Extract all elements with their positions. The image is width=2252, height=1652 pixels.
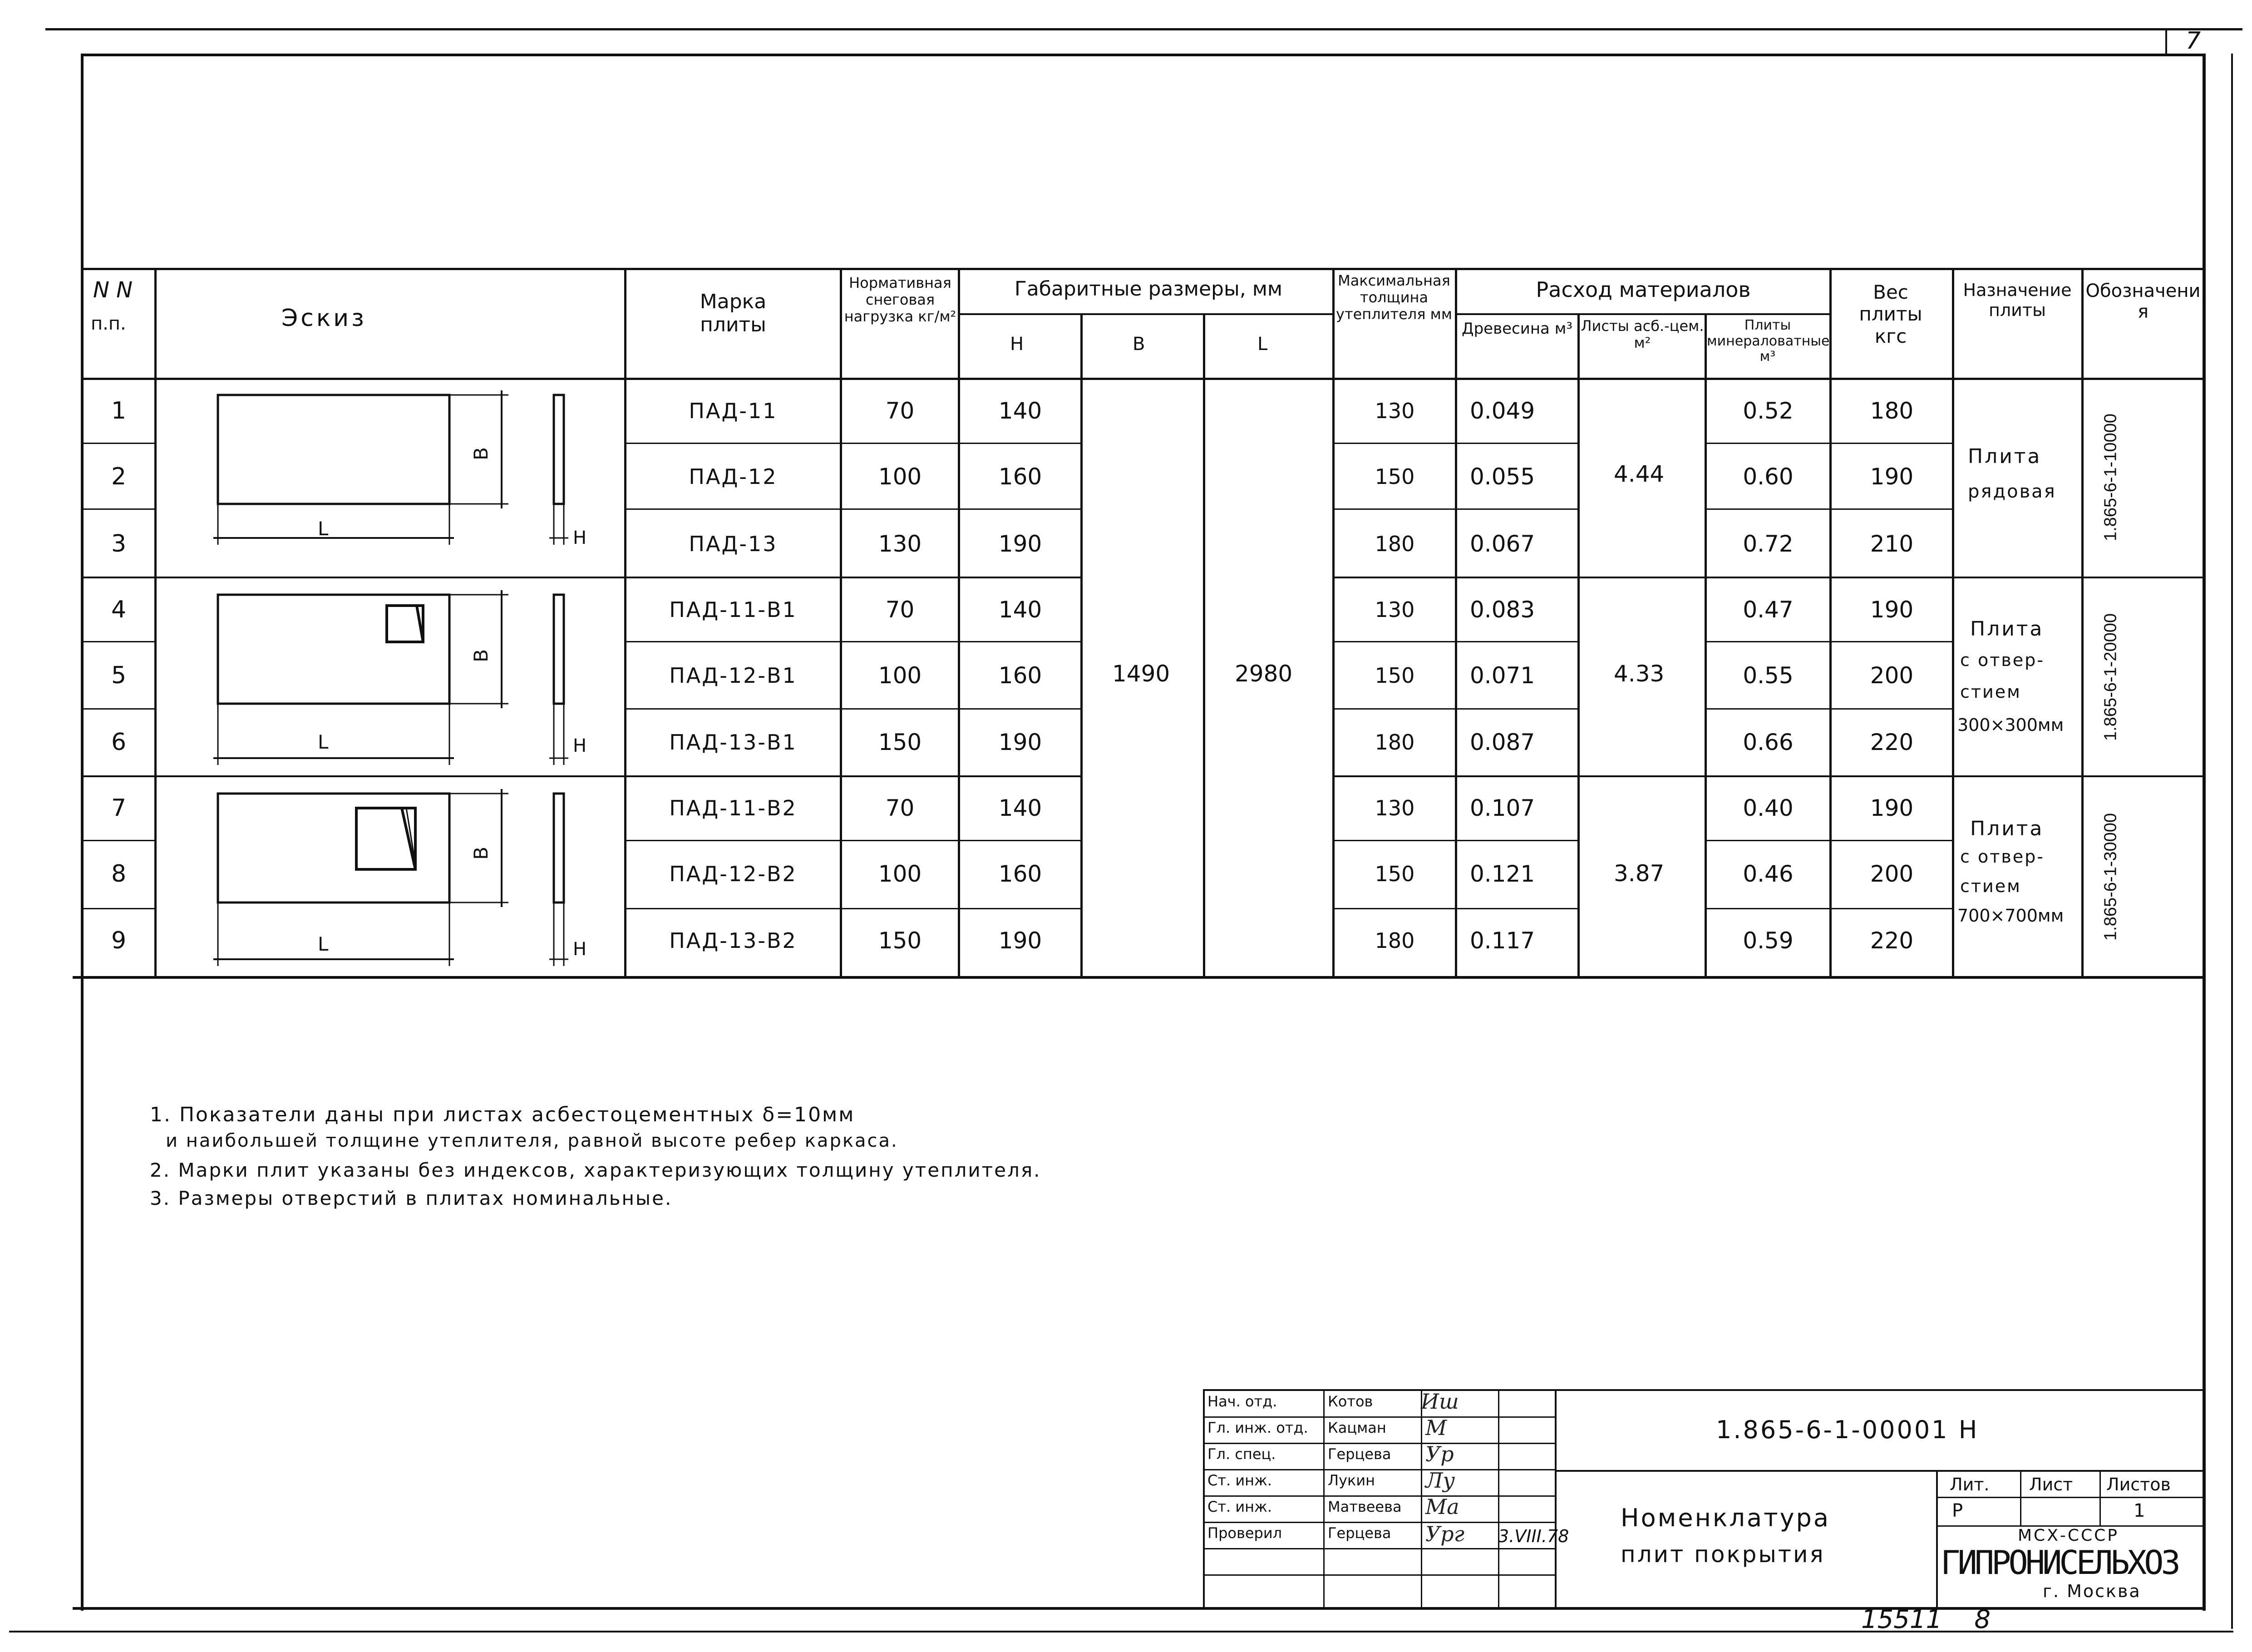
vline-12 — [1952, 268, 1954, 978]
cell-n: 5 — [111, 662, 127, 689]
cell-load: 150 — [878, 927, 922, 954]
cell-max: 150 — [1375, 464, 1415, 489]
header-bottom-line — [81, 378, 2205, 380]
org-line-2: ГИПРОНИСЕЛЬХОЗ — [1941, 1544, 2178, 1582]
mat-sub-line — [1455, 313, 1832, 315]
designation-group-3: 1.865-6-1-30000 — [2101, 813, 2120, 941]
cell-h: 190 — [998, 531, 1042, 557]
header-designation: Обозначения — [2085, 281, 2201, 322]
sketch-label-l-3: L — [318, 933, 329, 955]
stamp-role: Гл. инж. отд. — [1207, 1419, 1308, 1436]
cell-load: 100 — [878, 861, 922, 887]
note-2: 2. Марки плит указаны без индексов, характеризующих толщину утеплителя. — [150, 1159, 1041, 1181]
sketch-panel-opening-300 — [200, 586, 608, 772]
signature-3: Ур — [1425, 1442, 1454, 1466]
note-1-cont: и наибольшей толщине утеплителя, равной высоте ребер каркаса. — [166, 1130, 898, 1151]
table-bottom-line — [73, 976, 2205, 979]
cell-load: 130 — [878, 531, 922, 557]
cell-weight: 190 — [1870, 464, 1914, 490]
doc-code: 1.865-6-1-00001 Н — [1716, 1415, 1979, 1444]
header-dim-h: Н — [1010, 334, 1024, 355]
signature-1: Иш — [1421, 1389, 1459, 1414]
cell-wood: 0.107 — [1470, 795, 1535, 821]
sketch-label-l-2: L — [318, 731, 329, 753]
stamp-name: Матвеева — [1328, 1498, 1402, 1515]
stamp-date: 3.VIII.78 — [1498, 1526, 1569, 1546]
top-trim-line — [45, 28, 2242, 30]
sheet-box-left — [2165, 28, 2167, 55]
stamp-role: Гл. спец. — [1207, 1445, 1276, 1463]
header-dim-b: В — [1133, 334, 1145, 355]
cell-mark: ПАД-13 — [689, 532, 778, 556]
header-sketch: Эскиз — [281, 305, 367, 332]
cell-weight: 200 — [1870, 662, 1914, 689]
sheet-label: Лист — [2029, 1474, 2073, 1494]
header-sheets: Листы асб.-цем. м² — [1581, 317, 1704, 351]
cell-h: 160 — [998, 662, 1042, 689]
cell-load: 100 — [878, 662, 922, 689]
designation-group-1: 1.865-6-1-10000 — [2101, 414, 2120, 541]
sheets-value: 1 — [2134, 1500, 2145, 1521]
cell-wood: 0.087 — [1470, 729, 1535, 755]
stamp-name: Герцева — [1328, 1445, 1391, 1463]
cell-mark: ПАД-13-В1 — [669, 730, 797, 754]
cell-n: 2 — [111, 463, 127, 490]
cell-wood: 0.055 — [1470, 464, 1535, 490]
cell-mark: ПАД-11-В2 — [669, 796, 797, 820]
sketch-label-h-3: Н — [573, 939, 587, 960]
right-trim-line — [2231, 54, 2233, 1629]
cell-wood: 0.083 — [1470, 597, 1535, 623]
sketch-label-b-3: В — [469, 847, 492, 860]
vline-8 — [1455, 268, 1457, 978]
header-wood: Древесина м³ — [1462, 320, 1572, 338]
sketch-label-b-1: В — [469, 447, 492, 460]
vline-9 — [1577, 313, 1580, 978]
cell-mineral: 0.59 — [1743, 927, 1794, 954]
signature-4: Лу — [1425, 1468, 1455, 1493]
header-dims: Габаритные размеры, мм — [1014, 277, 1283, 301]
cell-load: 150 — [878, 729, 922, 755]
sketch-panel-opening-700 — [200, 784, 608, 971]
lit-label: Лит. — [1950, 1474, 1990, 1494]
sketch-label-l-1: L — [318, 518, 329, 540]
sheet-number: 7 — [2186, 27, 2201, 54]
cell-n: 1 — [111, 397, 127, 424]
cell-weight: 200 — [1870, 861, 1914, 887]
signature-2: М — [1425, 1415, 1447, 1440]
designation-group-2: 1.865-6-1-20000 — [2101, 613, 2120, 741]
cell-mineral: 0.72 — [1743, 531, 1794, 557]
title-line-2: плит покрытия — [1621, 1541, 1825, 1568]
frame-right — [2203, 54, 2206, 1611]
cell-mark: ПАД-13-В2 — [669, 928, 797, 953]
cell-wood: 0.121 — [1470, 861, 1535, 887]
cell-h: 140 — [998, 597, 1042, 623]
cell-max: 130 — [1375, 796, 1415, 820]
cell-mark: ПАД-12-В1 — [669, 663, 797, 688]
cell-h: 160 — [998, 861, 1042, 887]
sketch-label-h-1: Н — [573, 528, 587, 548]
cell-weight: 220 — [1870, 927, 1914, 954]
dims-sub-line — [958, 313, 1335, 315]
cell-weight: 210 — [1870, 531, 1914, 557]
cell-max: 130 — [1375, 597, 1415, 622]
cell-h: 160 — [998, 464, 1042, 490]
cell-load: 100 — [878, 464, 922, 490]
stamp-name: Кацман — [1328, 1419, 1386, 1436]
header-mark: Марка плиты — [700, 290, 767, 336]
cell-max: 180 — [1375, 730, 1415, 754]
header-snow-load: Нормативная снеговая нагрузка кг/м² — [844, 274, 956, 325]
dim-b-value: 1490 — [1112, 661, 1170, 687]
cell-n: 8 — [111, 860, 127, 888]
sheets-group-3: 3.87 — [1614, 860, 1665, 887]
cell-load: 70 — [885, 795, 915, 821]
cell-n: 7 — [111, 794, 127, 822]
cell-mineral: 0.52 — [1743, 398, 1794, 424]
cell-n: 3 — [111, 530, 127, 557]
cell-mark: ПАД-11-В1 — [669, 597, 797, 622]
cell-h: 140 — [998, 795, 1042, 821]
note-1: 1. Показатели даны при листах асбестоцементных δ=10мм — [150, 1103, 855, 1126]
vline-13 — [2081, 268, 2084, 978]
sheets-group-2: 4.33 — [1614, 661, 1665, 687]
stamp-role: Нач. отд. — [1207, 1393, 1277, 1410]
header-max-thickness: Максимальная толщина утеплителя мм — [1336, 272, 1452, 323]
cell-wood: 0.049 — [1470, 398, 1535, 424]
header-pp: п.п. — [91, 313, 126, 334]
cell-mark: ПАД-12-В2 — [669, 862, 797, 886]
note-3: 3. Размеры отверстий в плитах номинальные. — [150, 1187, 673, 1209]
bottom-number: 15511 8 — [1861, 1605, 1991, 1634]
cell-wood: 0.071 — [1470, 662, 1535, 689]
cell-wood: 0.117 — [1470, 927, 1535, 954]
cell-load: 70 — [885, 398, 915, 424]
cell-max: 150 — [1375, 862, 1415, 886]
cell-mineral: 0.40 — [1743, 795, 1794, 821]
vline-6 — [1203, 313, 1205, 978]
stamp-name: Котов — [1328, 1393, 1373, 1410]
cell-mineral: 0.47 — [1743, 597, 1794, 623]
cell-max: 130 — [1375, 399, 1415, 423]
cell-max: 180 — [1375, 532, 1415, 556]
sheets-label: Листов — [2106, 1474, 2171, 1494]
stamp-role: Ст. инж. — [1207, 1498, 1272, 1515]
sheets-group-1: 4.44 — [1614, 461, 1665, 487]
org-line-3: г. Москва — [2043, 1581, 2141, 1601]
signature-6: Ург — [1425, 1522, 1464, 1546]
cell-h: 190 — [998, 729, 1042, 755]
cell-weight: 190 — [1870, 597, 1914, 623]
cell-wood: 0.067 — [1470, 531, 1535, 557]
sketch-plain-panel — [200, 386, 608, 572]
header-nn: N N — [93, 277, 133, 303]
table-top-line — [81, 268, 2205, 270]
cell-n: 4 — [111, 596, 127, 623]
cell-load: 70 — [885, 597, 915, 623]
frame-top — [81, 54, 2205, 56]
stamp-name: Герцева — [1328, 1524, 1391, 1542]
stamp-role: Ст. инж. — [1207, 1472, 1272, 1489]
cell-n: 6 — [111, 729, 127, 756]
cell-n: 9 — [111, 927, 127, 954]
sketch-label-h-2: Н — [573, 735, 587, 756]
cell-mineral: 0.55 — [1743, 662, 1794, 689]
cell-mineral: 0.46 — [1743, 861, 1794, 887]
cell-mark: ПАД-12 — [689, 464, 778, 489]
cell-weight: 220 — [1870, 729, 1914, 755]
sketch-label-b-2: В — [469, 649, 492, 662]
cell-h: 190 — [998, 927, 1042, 954]
header-mineral: Плиты минераловатные м³ — [1707, 317, 1830, 365]
header-materials: Расход материалов — [1536, 277, 1751, 302]
header-dim-l: L — [1257, 334, 1268, 355]
cell-weight: 180 — [1870, 398, 1914, 424]
cell-mineral: 0.60 — [1743, 464, 1794, 490]
stamp-name: Лукин — [1328, 1472, 1375, 1489]
dim-l-value: 2980 — [1235, 661, 1293, 687]
cell-mark: ПАД-11 — [689, 399, 778, 423]
title-line-1: Номенклатура — [1621, 1504, 1830, 1532]
vline-5 — [1080, 313, 1083, 978]
header-purpose: Назначение плиты — [1963, 280, 2072, 320]
stamp-role: Проверил — [1207, 1524, 1282, 1542]
signature-5: Ма — [1425, 1494, 1459, 1519]
cell-mineral: 0.66 — [1743, 729, 1794, 755]
cell-weight: 190 — [1870, 795, 1914, 821]
cell-h: 140 — [998, 398, 1042, 424]
lit-value: Р — [1952, 1500, 1963, 1521]
cell-max: 150 — [1375, 663, 1415, 688]
header-weight: Вес плиты кгс — [1859, 281, 1922, 347]
cell-max: 180 — [1375, 928, 1415, 953]
org-line-1: МСХ-СССР — [2018, 1526, 2119, 1545]
